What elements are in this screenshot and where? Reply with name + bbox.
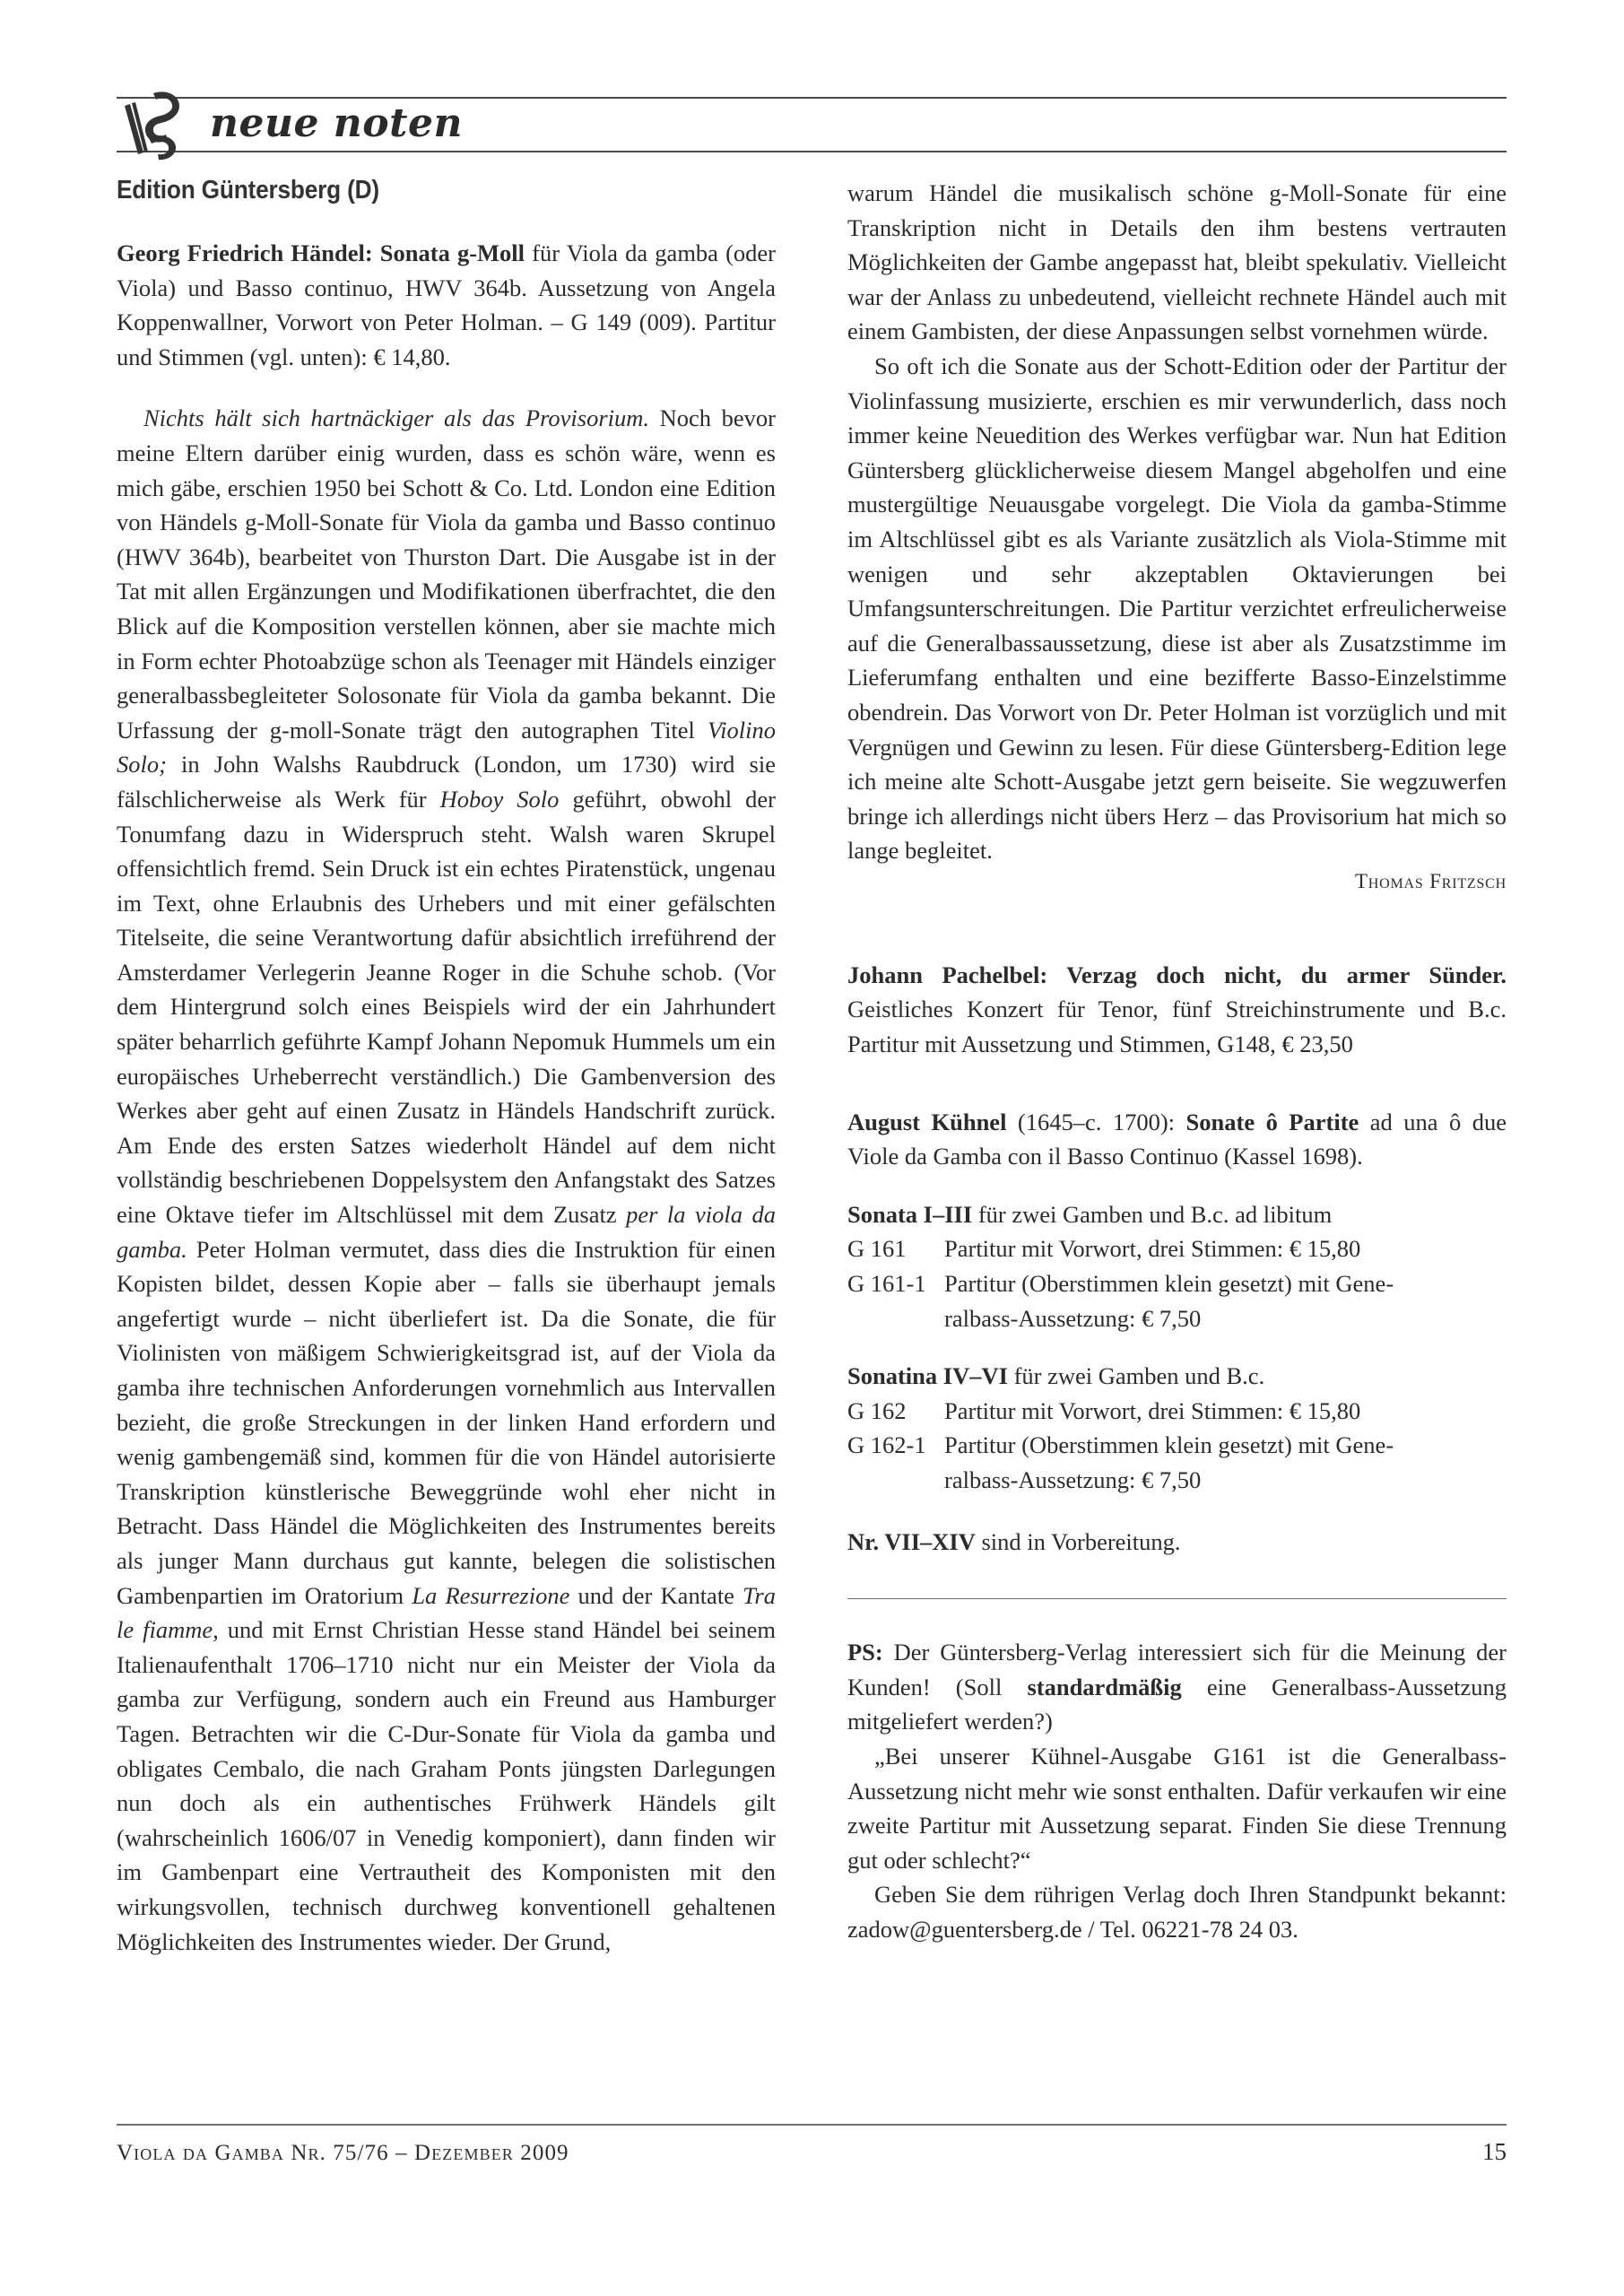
catalog-code: G 162-1 [847, 1431, 926, 1459]
catalog-desc: Partitur (Oberstimmen klein gesetzt) mit Gene- [944, 1431, 1394, 1459]
entry-kuehnel [847, 1105, 1507, 1174]
group1-heading-bold: Sonata I–III [847, 1200, 973, 1228]
list-item-continuation [847, 1463, 1507, 1498]
footer-inner [117, 2138, 1507, 2166]
entry-pachelbel-rest: Geistliches Konzert für Tenor, fünf Streichinstrumente und B.c. Partitur mit Aussetzung und Stimmen, G148, € 23,50 [847, 996, 1507, 1058]
review-p1-italic-tra-le-fiamme: Tra le fiamme, [117, 1581, 776, 1644]
review-p1-c: geführt, obwohl der Tonumfang dazu in Widerspruch steht. Walsh waren Skrupel offensichtlich fremd. Sein Druck ist ein echtes Piratenstück, ungenau im Text, ohne Erlaubnis des Urhebers und mit einer gefälschten Titelseite, die seine Verantwortung dafür absichtlich irreführend der Amsterdamer Verlegerin Jeanne Roger in die Schuhe schob. (Vor dem Hintergrund solch eines Beispiels wird der ein Jahrhundert später beharrlich geführte Kampf Johann Nepomuk Hummels um ein europäisches Urheberrecht verständlich.) Die Gambenversion des Werkes aber geht auf einen Zusatz in Händels Handschrift zurück. Am Ende des ersten Satzes wiederholt Händel auf dem nicht vollständig beschriebenen Doppelsystem den Anfangstakt des Satzes eine Oktave tiefer im Altschlüssel mit dem Zusatz [117, 785, 776, 1229]
group2-heading [847, 1359, 1507, 1394]
review-paragraph-2: warum Händel die musikalisch schöne g-Moll-Sonate für eine Transkription nicht in Details den ihm bestens vertrauten Möglichkeiten der Gambe angepasst hat, bleibt spekulativ. Vielleicht war der Anlass zu unbedeutend, vielleicht rechnete Händel auch mit einem Gambisten, der diese Anpassungen selbst vornehmen würde. [847, 179, 1507, 345]
review-p1-italic-per-la-viola: per la viola da gamba. [117, 1201, 776, 1263]
catalog-desc: Partitur mit Vorwort, drei Stimmen: € 15,80 [944, 1235, 1361, 1263]
entry-pachelbel-bold: Johann Pachelbel: Verzag doch nicht, du armer Sünder. [847, 961, 1507, 988]
section-divider-rule [847, 1598, 1507, 1599]
group2-heading-rest: für zwei Gamben und B.c. [1007, 1362, 1265, 1390]
review-lead-italic: Nichts hält sich hartnäckiger als das Provisorium. [143, 404, 650, 432]
catalog-desc-continued: ralbass-Aussetzung: € 7,50 [944, 1304, 1202, 1332]
review-p1-d: Peter Holman vermutet, dass dies die Instruktion für einen Kopisten bildet, dessen Kopie aber – falls sie überhaupt jemals angefertigt wurde – nicht überliefert ist. Da die Sonate, die für Violinisten von mäßigem Schwierigkeitsgrad ist, auf der Viola da gamba ihre technischen Anforderungen vornehmlich aus Intervallen bezieht, die große Streckungen in der linken Hand erfordern und wenig gambengemäß sind, kommen für die von Händel autorisierte Transkription künstlerische Beweggründe wohl eher nicht in Betracht. Dass Händel die Möglichkeiten des Instrumentes bereits als junger Mann durchaus gut kannte, belegen die solistischen Gambenpartien im Oratorium [117, 1235, 776, 1609]
entry-heading-haendel-bold: Georg Friedrich Händel: Sonata g-Moll [117, 239, 525, 266]
entry-in-preparation [847, 1525, 1507, 1560]
list-item [847, 1394, 1507, 1429]
entry-in-preparation-bold: Nr. VII–XIV [847, 1527, 976, 1555]
running-head [117, 97, 1507, 152]
kuehnel-group-sonata-1-3 [847, 1197, 1507, 1335]
review-p1-italic-violino-solo: Violino Solo; [117, 716, 776, 778]
review-p1-e: und der Kantate [569, 1581, 743, 1609]
ps-text-b: eine Generalbass-Aussetzung mitgeliefert werden?) [847, 1673, 1507, 1735]
list-item [847, 1428, 1507, 1463]
review-p1-italic-hoboy-solo: Hoboy Solo [439, 785, 560, 813]
running-head-title: neue noten [210, 100, 463, 146]
entry-in-preparation-rest: sind in Vorbereitung. [975, 1527, 1181, 1555]
entry-heading-haendel-rest: für Viola da gamba (oder Viola) und Basso continuo, HWV 364b. Aussetzung von Angela Koppenwallner, Vorwort von Peter Holman. – G 149 (009). Partitur und Stimmen (vgl. unten): € 14,80. [117, 239, 776, 370]
catalog-desc-continued: ralbass-Aussetzung: € 7,50 [944, 1466, 1202, 1493]
footer-issue-line: Viola da Gamba Nr. 75/76 – Dezember 2009 [117, 2140, 569, 2165]
footer-rule [117, 2124, 1507, 2126]
list-item-continuation [847, 1301, 1507, 1336]
group1-heading [847, 1197, 1507, 1232]
entry-kuehnel-dates: (1645–c. 1700): [1006, 1108, 1186, 1135]
review-p3-text: So oft ich die Sonate aus der Schott-Edition oder der Partitur der Violinfassung musizierte, erschien es mir verwunderlich, dass noch immer keine Neuedition des Werkes verfügbar war. Nun hat Edition Güntersberg glücklicherweise diesem Mangel abgeholfen und eine mustergültige Neuausgabe vorgelegt. Die Viola da gamba-Stimme im Altschlüssel gibt es als Variante zusätzlich als Viola-Stimme mit wenigen und sehr akzeptablen Oktavierungen bei Umfangsunterschreitungen. Die Partitur verzichtet erfreulicherweise auf die Generalbassaussetzung, diese ist aber als Zusatzstimme im Lieferumfang enthalten und eine bezifferte Basso-Einzelstimme obendrein. Das Vorwort von Dr. Peter Holman ist vorzüglich und mit Vergnügen und Gewinn zu lesen. Für diese Güntersberg-Edition lege ich meine alte Schott-Ausgabe jetzt gern beiseite. Sie wegzuwerfen bringe ich allerdings nicht übers Herz – das Provisorium hat mich so lange begleitet. [847, 352, 1507, 865]
entry-kuehnel-rest: ad una ô due Viole da Gamba con il Basso Continuo (Kassel 1698). [847, 1108, 1507, 1170]
kuehnel-group-sonatina-4-6 [847, 1359, 1507, 1497]
section-title-edition-guentersberg: Edition Güntersberg (D) [117, 176, 379, 204]
group2-heading-bold: Sonatina IV–VI [847, 1362, 1008, 1390]
running-head-rule-bottom [117, 151, 1507, 152]
left-column [117, 176, 776, 2077]
entry-kuehnel-title: Sonate ô Partite [1185, 1108, 1359, 1135]
review-paragraph-3 [847, 349, 1507, 868]
ps-label: PS: [847, 1639, 883, 1666]
review-signature: Thomas Fritzsch [1354, 869, 1507, 892]
entry-pachelbel [847, 958, 1507, 1062]
list-item [847, 1266, 1507, 1301]
catalog-code: G 161-1 [847, 1270, 926, 1298]
ps-text-a: Der Güntersberg-Verlag interessiert sich für die Meinung der Kunden! (Soll [847, 1639, 1507, 1700]
catalog-code: G 161 [847, 1235, 907, 1263]
list-item [847, 1231, 1507, 1266]
group1-heading-rest: für zwei Gamben und B.c. ad libitum [972, 1200, 1333, 1228]
two-column-body [117, 176, 1507, 2077]
right-column [847, 176, 1507, 2077]
review-p1-italic-la-resurrezione: La Resurrezione [412, 1581, 570, 1609]
page-footer [117, 2124, 1507, 2166]
review-paragraph-1 [117, 401, 776, 1959]
ps-quote-paragraph: „Bei unserer Kühnel-Ausgabe G161 ist die Generalbass-Aussetzung nicht mehr wie sonst enthalten. Dafür verkaufen wir eine zweite Partitur mit Aussetzung separat. Finden Sie diese Trennung gut oder schlecht?“ [847, 1742, 1507, 1874]
catalog-desc: Partitur (Oberstimmen klein gesetzt) mit Gene- [944, 1270, 1394, 1298]
music-flourish-ornament [117, 86, 194, 163]
ps-closing-paragraph: Geben Sie dem rührigen Verlag doch Ihren Standpunkt bekannt: zadow@guentersberg.de / Tel. 06221-78 24 03. [847, 1881, 1507, 1943]
catalog-code: G 162 [847, 1396, 907, 1424]
catalog-desc: Partitur mit Vorwort, drei Stimmen: € 15,80 [944, 1396, 1361, 1424]
footer-page-number: 15 [1482, 2137, 1507, 2165]
review-p1-a: Noch bevor meine Eltern darüber einig wurden, dass es schön wäre, wenn es mich gäbe, erschien 1950 bei Schott & Co. Ltd. London eine Edition von Händels g-Moll-Sonate für Viola da gamba und Basso continuo (HWV 364b), bearbeitet von Thurston Dart. Die Ausgabe ist in der Tat mit allen Ergänzungen und Modifikationen überfrachtet, die den Blick auf die Komposition verstellen können, aber sie machte mich in Form echter Photoabzüge schon als Teenager mit Händels einziger generalbassbegleiteter Solosonate für Viola da gamba bekannt. Die Urfassung der g-moll-Sonate trägt den autographen Titel [117, 404, 776, 744]
entry-heading-haendel [117, 236, 776, 374]
entry-kuehnel-name: August Kühnel [847, 1108, 1007, 1135]
review-p1-b: in John Walshs Raubdruck (London, um 1730) wird sie fälschlicherweise als Werk für [117, 751, 776, 813]
ps-emphasis-standardmaessig: standardmäßig [1027, 1673, 1182, 1700]
review-p1-f: und mit Ernst Christian Hesse stand Händel bei seinem Italienaufenthalt 1706–1710 nicht nur ein Meister der Viola da gamba zur Verfügung, sondern auch ein Freund aus Hamburger Tagen. Betrachten wir die C-Dur-Sonate für Viola da gamba und obligates Cembalo, die nach Graham Ponts jüngsten Darlegungen nun doch als ein authentisches Frühwerk Händels gilt (wahrscheinlich 1606/07 in Venedig komponiert), dann finden wir im Gambenpart eine Vertrautheit des Komponisten mit den wirkungsvollen, technisch durchweg konventionell gehaltenen Möglichkeiten des Instrumentes wieder. Der Grund, [117, 1616, 776, 1955]
ps-paragraph [847, 1635, 1507, 1739]
